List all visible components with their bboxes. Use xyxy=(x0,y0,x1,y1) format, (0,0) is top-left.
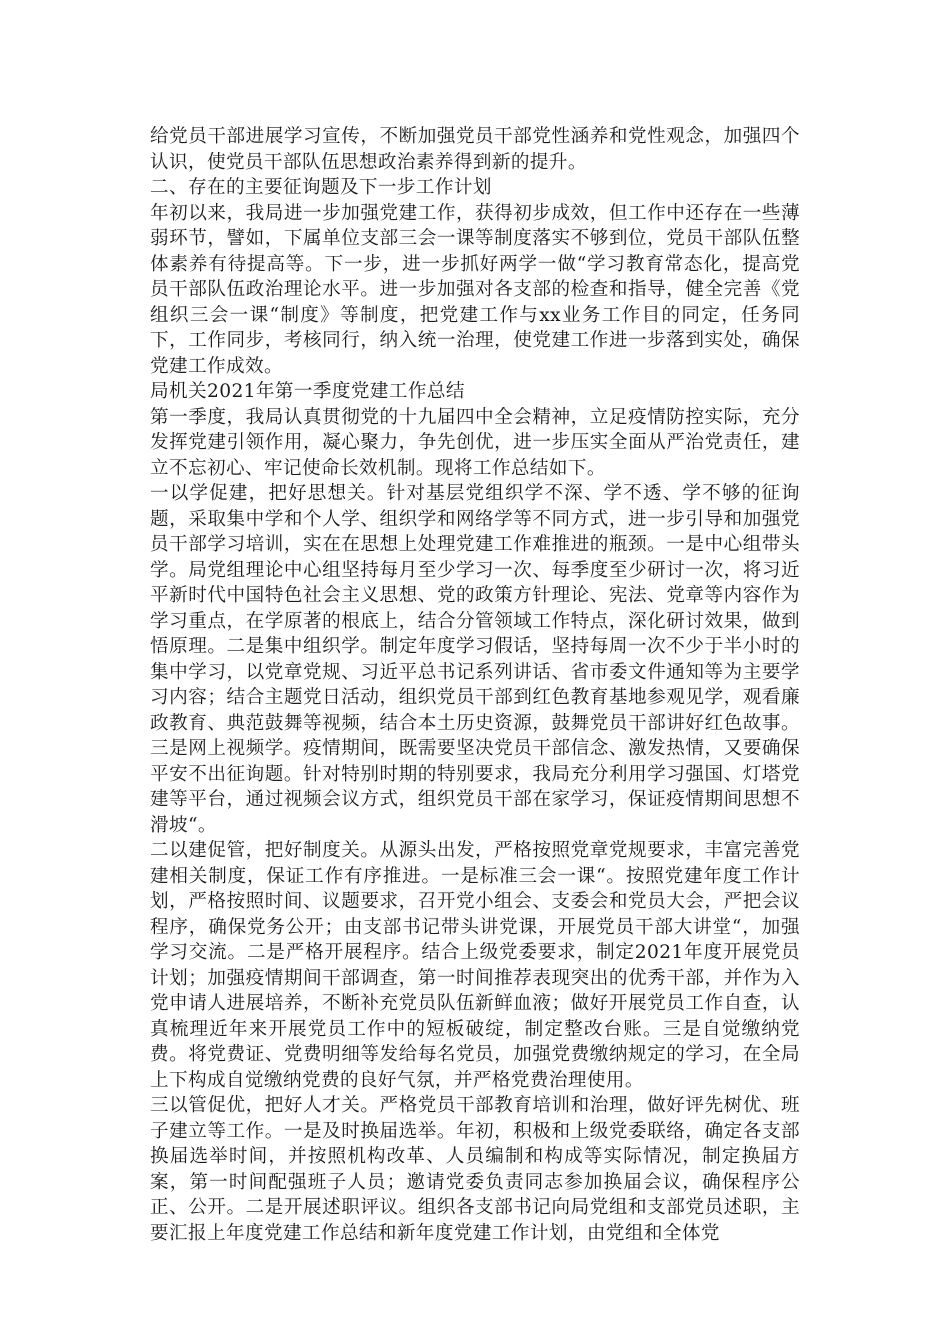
section-heading: 二、存在的主要征询题及下一步工作计划 xyxy=(150,177,492,198)
paragraph: 给党员干部进展学习宣传，不断加强党员干部党性涵养和党性观念，加强四个认识，使党员干部队伍思想政治素养得到新的提升。 xyxy=(150,126,800,173)
paragraph: 第一季度，我局认真贯彻党的十九届四中全会精神，立足疫情防控实际，充分发挥党建引领作用，凝心聚力，争先创优，进一步压实全面从严治党责任，建立不忘初心、牢记使命长效机制。现将工作总结如下。 xyxy=(150,406,800,479)
section-heading: 局机关2021年第一季度党建工作总结 xyxy=(150,381,465,402)
document-body xyxy=(150,124,800,1246)
paragraph: 年初以来，我局进一步加强党建工作，获得初步成效，但工作中还存在一些薄弱环节，譬如，下属单位支部三会一课等制度落实不够到位，党员干部队伍整体素养有待提高等。下一步，进一步抓好两学一做“学习教育常态化，提高党员干部队伍政治理论水平。进一步加强对各支部的检查和指导，健全完善《党组织三会一课“制度》等制度，把党建工作与xx业务工作目的同定，任务同下，工作同步，考核同行，纳入统一治理，使党建工作进一步落到实处，确保党建工作成效。 xyxy=(150,202,800,377)
paragraph: 三以管促优，把好人才关。严格党员干部教育培训和治理，做好评先树优、班子建立等工作。一是及时换届选举。年初，积极和上级党委联络，确定各支部换届选举时间，并按照机构改革、人员编制和构成等实际情况，制定换届方案，第一时间配强班子人员；邀请党委负责同志参加换届会议，确保程序公正、公开。二是开展述职评议。组织各支部书记向局党组和支部党员述职，主要汇报上年度党建工作总结和新年度党建工作计划，由党组和全体党 xyxy=(150,1095,800,1244)
paragraph: 一以学促建，把好思想关。针对基层党组织学不深、学不透、学不够的征询题，采取集中学和个人学、组织学和网络学等不同方式，进一步引导和加强党员干部学习培训，实在在思想上处理党建工作难推进的瓶颈。一是中心组带头学。局党组理论中心组坚持每月至少学习一次、每季度至少研讨一次，将习近平新时代中国特色社会主义思想、党的政策方针理论、宪法、党章等内容作为学习重点，在学原著的根底上，结合分管领域工作特点，深化研讨效果，做到悟原理。二是集中组织学。制定年度学习假话，坚持每周一次不少于半小时的集中学习，以党章党规、习近平总书记系列讲话、省市委文件通知等为主要学习内容；结合主题党日活动，组织党员干部到红色教育基地参观见学，观看廉政教育、典范鼓舞等视频，结合本土历史资源，鼓舞党员干部讲好红色故事。三是网上视频学。疫情期间，既需要坚决党员干部信念、激发热情，又要确保平安不出征询题。针对特别时期的特别要求，我局充分利用学习强国、灯塔党建等平台，通过视频会议方式，组织党员干部在家学习，保证疫情期间思想不滑坡“。 xyxy=(150,483,800,836)
paragraph: 二以建促管，把好制度关。从源头出发，严格按照党章党规要求，丰富完善党建相关制度，保证工作有序推进。一是标准三会一课“。按照党建年度工作计划，严格按照时间、议题要求，召开党小组会、支委会和党员大会，严把会议程序，确保党务公开；由支部书记带头讲党课，开展党员干部大讲堂“，加强学习交流。二是严格开展程序。结合上级党委要求，制定2021年度开展党员计划；加强疫情期间干部调查，第一时间推荐表现突出的优秀干部，并作为入党申请人进展培养，不断补充党员队伍新鲜血液；做好开展党员工作自查，认真梳理近年来开展党员工作中的短板破绽，制定整改台账。三是自觉缴纳党费。将党费证、党费明细等发给每名党员，加强党费缴纳规定的学习，在全局上下构成自觉缴纳党费的良好气氛，并严格党费治理使用。 xyxy=(150,840,800,1091)
